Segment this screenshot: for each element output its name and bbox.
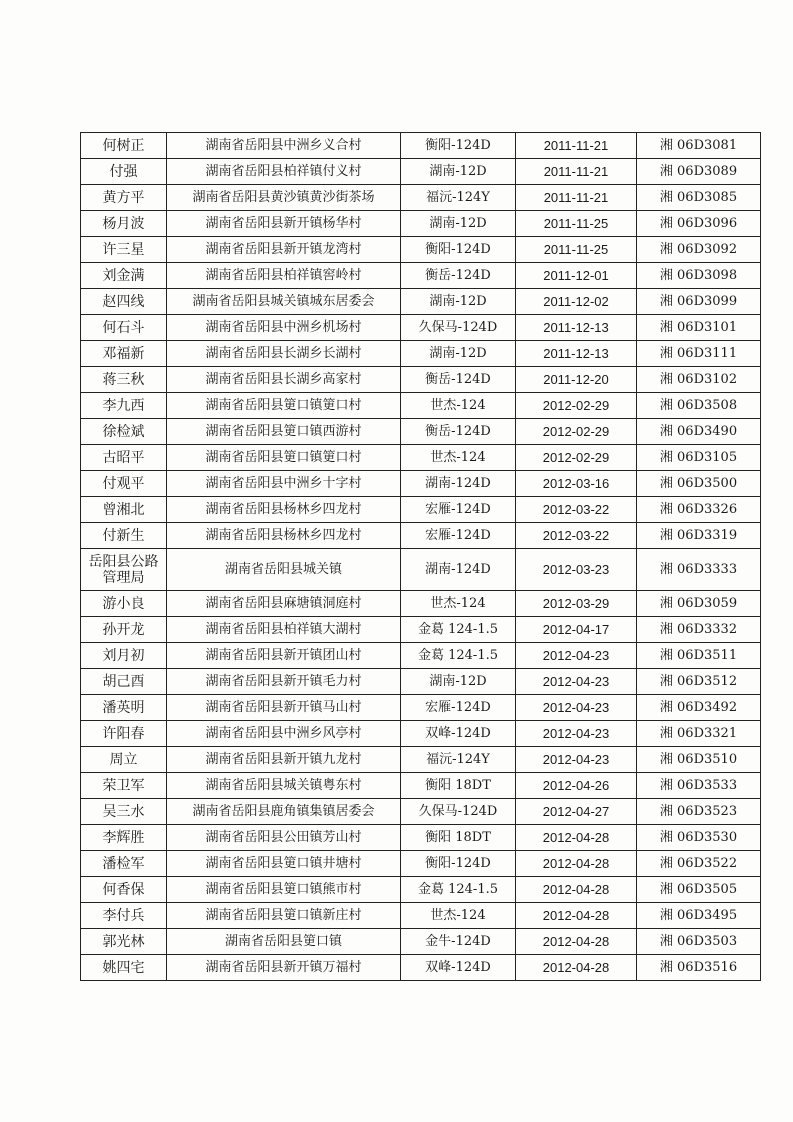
- owner-cell: 潘英明: [81, 695, 167, 721]
- registration-table: [80, 132, 761, 981]
- owner-cell: 许阳春: [81, 721, 167, 747]
- table-row: [81, 159, 761, 185]
- address-cell: 湖南省岳阳县新开镇毛力村: [167, 669, 401, 695]
- plate-cell: 湘 06D3102: [637, 367, 761, 393]
- date-cell: 2012-02-29: [516, 393, 637, 419]
- date-cell: 2012-02-29: [516, 445, 637, 471]
- owner-cell: 赵四线: [81, 289, 167, 315]
- address-cell: 湖南省岳阳县柏祥镇窖岭村: [167, 263, 401, 289]
- model-cell: 湖南-12D: [401, 669, 516, 695]
- date-cell: 2011-11-25: [516, 237, 637, 263]
- owner-cell: 姚四宅: [81, 955, 167, 981]
- date-cell: 2011-12-13: [516, 341, 637, 367]
- address-cell: 湖南省岳阳县筻口镇熊市村: [167, 877, 401, 903]
- table-row: [81, 825, 761, 851]
- date-cell: 2012-04-23: [516, 747, 637, 773]
- table-row: [81, 877, 761, 903]
- date-cell: 2012-04-28: [516, 877, 637, 903]
- address-cell: 湖南省岳阳县鹿角镇集镇居委会: [167, 799, 401, 825]
- date-cell: 2012-04-23: [516, 695, 637, 721]
- date-cell: 2012-04-28: [516, 851, 637, 877]
- address-cell: 湖南省岳阳县麻塘镇洞庭村: [167, 591, 401, 617]
- address-cell: 湖南省岳阳县杨林乡四龙村: [167, 523, 401, 549]
- owner-cell: 胡己酉: [81, 669, 167, 695]
- plate-cell: 湘 06D3512: [637, 669, 761, 695]
- date-cell: 2012-04-28: [516, 903, 637, 929]
- table-row: [81, 721, 761, 747]
- owner-cell: 刘金满: [81, 263, 167, 289]
- address-cell: 湖南省岳阳县新开镇九龙村: [167, 747, 401, 773]
- date-cell: 2011-12-20: [516, 367, 637, 393]
- model-cell: 衡阳 18DT: [401, 825, 516, 851]
- plate-cell: 湘 06D3522: [637, 851, 761, 877]
- model-cell: 世杰-124: [401, 591, 516, 617]
- plate-cell: 湘 06D3500: [637, 471, 761, 497]
- address-cell: 湖南省岳阳县中洲乡十字村: [167, 471, 401, 497]
- model-cell: 湖南-12D: [401, 159, 516, 185]
- date-cell: 2012-04-26: [516, 773, 637, 799]
- model-cell: 湖南-124D: [401, 549, 516, 591]
- address-cell: 湖南省岳阳县城关镇: [167, 549, 401, 591]
- table-row: [81, 341, 761, 367]
- table-row: [81, 315, 761, 341]
- model-cell: 福沅-124Y: [401, 747, 516, 773]
- owner-cell: 付强: [81, 159, 167, 185]
- date-cell: 2012-04-28: [516, 825, 637, 851]
- owner-cell: 何石斗: [81, 315, 167, 341]
- date-cell: 2012-03-16: [516, 471, 637, 497]
- address-cell: 湖南省岳阳县筻口镇西游村: [167, 419, 401, 445]
- plate-cell: 湘 06D3085: [637, 185, 761, 211]
- table-row: [81, 591, 761, 617]
- model-cell: 福沅-124Y: [401, 185, 516, 211]
- plate-cell: 湘 06D3098: [637, 263, 761, 289]
- address-cell: 湖南省岳阳县筻口镇筻口村: [167, 393, 401, 419]
- plate-cell: 湘 06D3492: [637, 695, 761, 721]
- owner-cell: 黄方平: [81, 185, 167, 211]
- table-row: [81, 799, 761, 825]
- owner-cell: 蒋三秋: [81, 367, 167, 393]
- plate-cell: 湘 06D3089: [637, 159, 761, 185]
- plate-cell: 湘 06D3321: [637, 721, 761, 747]
- table-row: [81, 497, 761, 523]
- model-cell: 衡阳 18DT: [401, 773, 516, 799]
- plate-cell: 湘 06D3333: [637, 549, 761, 591]
- date-cell: 2011-11-25: [516, 211, 637, 237]
- table-row: [81, 523, 761, 549]
- plate-cell: 湘 06D3495: [637, 903, 761, 929]
- model-cell: 金牛-124D: [401, 929, 516, 955]
- table-row: [81, 471, 761, 497]
- address-cell: 湖南省岳阳县黄沙镇黄沙街茶场: [167, 185, 401, 211]
- plate-cell: 湘 06D3533: [637, 773, 761, 799]
- owner-cell: 刘月初: [81, 643, 167, 669]
- address-cell: 湖南省岳阳县新开镇团山村: [167, 643, 401, 669]
- plate-cell: 湘 06D3105: [637, 445, 761, 471]
- model-cell: 金葛 124-1.5: [401, 643, 516, 669]
- address-cell: 湖南省岳阳县柏祥镇付义村: [167, 159, 401, 185]
- address-cell: 湖南省岳阳县新开镇龙湾村: [167, 237, 401, 263]
- model-cell: 金葛 124-1.5: [401, 877, 516, 903]
- model-cell: 衡岳-124D: [401, 263, 516, 289]
- plate-cell: 湘 06D3511: [637, 643, 761, 669]
- plate-cell: 湘 06D3101: [637, 315, 761, 341]
- owner-cell: 李付兵: [81, 903, 167, 929]
- table-row: [81, 903, 761, 929]
- owner-cell: 游小良: [81, 591, 167, 617]
- table-row: [81, 393, 761, 419]
- table-row: [81, 289, 761, 315]
- model-cell: 衡岳-124D: [401, 367, 516, 393]
- address-cell: 湖南省岳阳县城关镇城东居委会: [167, 289, 401, 315]
- model-cell: 双峰-124D: [401, 721, 516, 747]
- address-cell: 湖南省岳阳县公田镇芳山村: [167, 825, 401, 851]
- date-cell: 2012-04-23: [516, 721, 637, 747]
- address-cell: 湖南省岳阳县新开镇杨华村: [167, 211, 401, 237]
- table-row: [81, 851, 761, 877]
- owner-cell: 许三星: [81, 237, 167, 263]
- address-cell: 湖南省岳阳县柏祥镇大湖村: [167, 617, 401, 643]
- model-cell: 湖南-12D: [401, 289, 516, 315]
- date-cell: 2012-03-22: [516, 497, 637, 523]
- date-cell: 2011-11-21: [516, 159, 637, 185]
- model-cell: 衡阳-124D: [401, 237, 516, 263]
- plate-cell: 湘 06D3490: [637, 419, 761, 445]
- plate-cell: 湘 06D3523: [637, 799, 761, 825]
- owner-cell: 曾湘北: [81, 497, 167, 523]
- plate-cell: 湘 06D3096: [637, 211, 761, 237]
- table-row: [81, 643, 761, 669]
- model-cell: 久保马-124D: [401, 315, 516, 341]
- date-cell: 2011-12-02: [516, 289, 637, 315]
- table-row: [81, 773, 761, 799]
- address-cell: 湖南省岳阳县长湖乡长湖村: [167, 341, 401, 367]
- table-row: [81, 185, 761, 211]
- date-cell: 2012-04-23: [516, 669, 637, 695]
- plate-cell: 湘 06D3503: [637, 929, 761, 955]
- table-row: [81, 237, 761, 263]
- model-cell: 宏雁-124D: [401, 523, 516, 549]
- address-cell: 湖南省岳阳县新开镇马山村: [167, 695, 401, 721]
- date-cell: 2012-04-27: [516, 799, 637, 825]
- date-cell: 2012-04-28: [516, 929, 637, 955]
- date-cell: 2012-03-22: [516, 523, 637, 549]
- table-row: [81, 367, 761, 393]
- plate-cell: 湘 06D3508: [637, 393, 761, 419]
- address-cell: 湖南省岳阳县筻口镇: [167, 929, 401, 955]
- table-row: [81, 419, 761, 445]
- plate-cell: 湘 06D3081: [637, 133, 761, 159]
- date-cell: 2012-03-23: [516, 549, 637, 591]
- model-cell: 久保马-124D: [401, 799, 516, 825]
- date-cell: 2011-12-13: [516, 315, 637, 341]
- date-cell: 2012-03-29: [516, 591, 637, 617]
- model-cell: 世杰-124: [401, 903, 516, 929]
- address-cell: 湖南省岳阳县中洲乡机场村: [167, 315, 401, 341]
- date-cell: 2012-02-29: [516, 419, 637, 445]
- plate-cell: 湘 06D3099: [637, 289, 761, 315]
- model-cell: 宏雁-124D: [401, 695, 516, 721]
- plate-cell: 湘 06D3505: [637, 877, 761, 903]
- model-cell: 衡岳-124D: [401, 419, 516, 445]
- address-cell: 湖南省岳阳县中洲乡义合村: [167, 133, 401, 159]
- table-row: [81, 955, 761, 981]
- owner-cell: 李辉胜: [81, 825, 167, 851]
- model-cell: 世杰-124: [401, 445, 516, 471]
- plate-cell: 湘 06D3510: [637, 747, 761, 773]
- date-cell: 2012-04-23: [516, 643, 637, 669]
- address-cell: 湖南省岳阳县中洲乡风亭村: [167, 721, 401, 747]
- owner-cell: 郭光林: [81, 929, 167, 955]
- date-cell: 2012-04-28: [516, 955, 637, 981]
- table-row: [81, 445, 761, 471]
- address-cell: 湖南省岳阳县杨林乡四龙村: [167, 497, 401, 523]
- table-row: [81, 133, 761, 159]
- model-cell: 衡阳-124D: [401, 133, 516, 159]
- plate-cell: 湘 06D3319: [637, 523, 761, 549]
- date-cell: 2011-11-21: [516, 133, 637, 159]
- owner-cell: 付观平: [81, 471, 167, 497]
- model-cell: 金葛 124-1.5: [401, 617, 516, 643]
- owner-cell: 付新生: [81, 523, 167, 549]
- plate-cell: 湘 06D3530: [637, 825, 761, 851]
- model-cell: 宏雁-124D: [401, 497, 516, 523]
- table-row: [81, 695, 761, 721]
- owner-cell: 何香保: [81, 877, 167, 903]
- owner-cell: 岳阳县公路管理局: [81, 549, 167, 591]
- model-cell: 双峰-124D: [401, 955, 516, 981]
- owner-cell: 荣卫军: [81, 773, 167, 799]
- address-cell: 湖南省岳阳县长湖乡高家村: [167, 367, 401, 393]
- plate-cell: 湘 06D3516: [637, 955, 761, 981]
- address-cell: 湖南省岳阳县筻口镇井塘村: [167, 851, 401, 877]
- address-cell: 湖南省岳阳县新开镇万福村: [167, 955, 401, 981]
- table-row: [81, 263, 761, 289]
- address-cell: 湖南省岳阳县筻口镇新庄村: [167, 903, 401, 929]
- model-cell: 湖南-12D: [401, 211, 516, 237]
- table-row: [81, 617, 761, 643]
- owner-cell: 古昭平: [81, 445, 167, 471]
- model-cell: 湖南-124D: [401, 471, 516, 497]
- model-cell: 衡阳-124D: [401, 851, 516, 877]
- plate-cell: 湘 06D3092: [637, 237, 761, 263]
- owner-cell: 李九西: [81, 393, 167, 419]
- date-cell: 2012-04-17: [516, 617, 637, 643]
- owner-cell: 徐检斌: [81, 419, 167, 445]
- address-cell: 湖南省岳阳县筻口镇筻口村: [167, 445, 401, 471]
- owner-cell: 潘检军: [81, 851, 167, 877]
- owner-cell: 周立: [81, 747, 167, 773]
- address-cell: 湖南省岳阳县城关镇粤东村: [167, 773, 401, 799]
- owner-cell: 吴三水: [81, 799, 167, 825]
- date-cell: 2011-11-21: [516, 185, 637, 211]
- owner-cell: 邓福新: [81, 341, 167, 367]
- plate-cell: 湘 06D3111: [637, 341, 761, 367]
- table-row: [81, 747, 761, 773]
- model-cell: 世杰-124: [401, 393, 516, 419]
- table-row: [81, 211, 761, 237]
- plate-cell: 湘 06D3326: [637, 497, 761, 523]
- plate-cell: 湘 06D3332: [637, 617, 761, 643]
- table-row: [81, 929, 761, 955]
- owner-cell: 何树正: [81, 133, 167, 159]
- registration-table-body: [81, 133, 761, 981]
- owner-cell: 杨月波: [81, 211, 167, 237]
- date-cell: 2011-12-01: [516, 263, 637, 289]
- table-row: [81, 669, 761, 695]
- table-row: [81, 549, 761, 591]
- plate-cell: 湘 06D3059: [637, 591, 761, 617]
- model-cell: 湖南-12D: [401, 341, 516, 367]
- owner-cell: 孙开龙: [81, 617, 167, 643]
